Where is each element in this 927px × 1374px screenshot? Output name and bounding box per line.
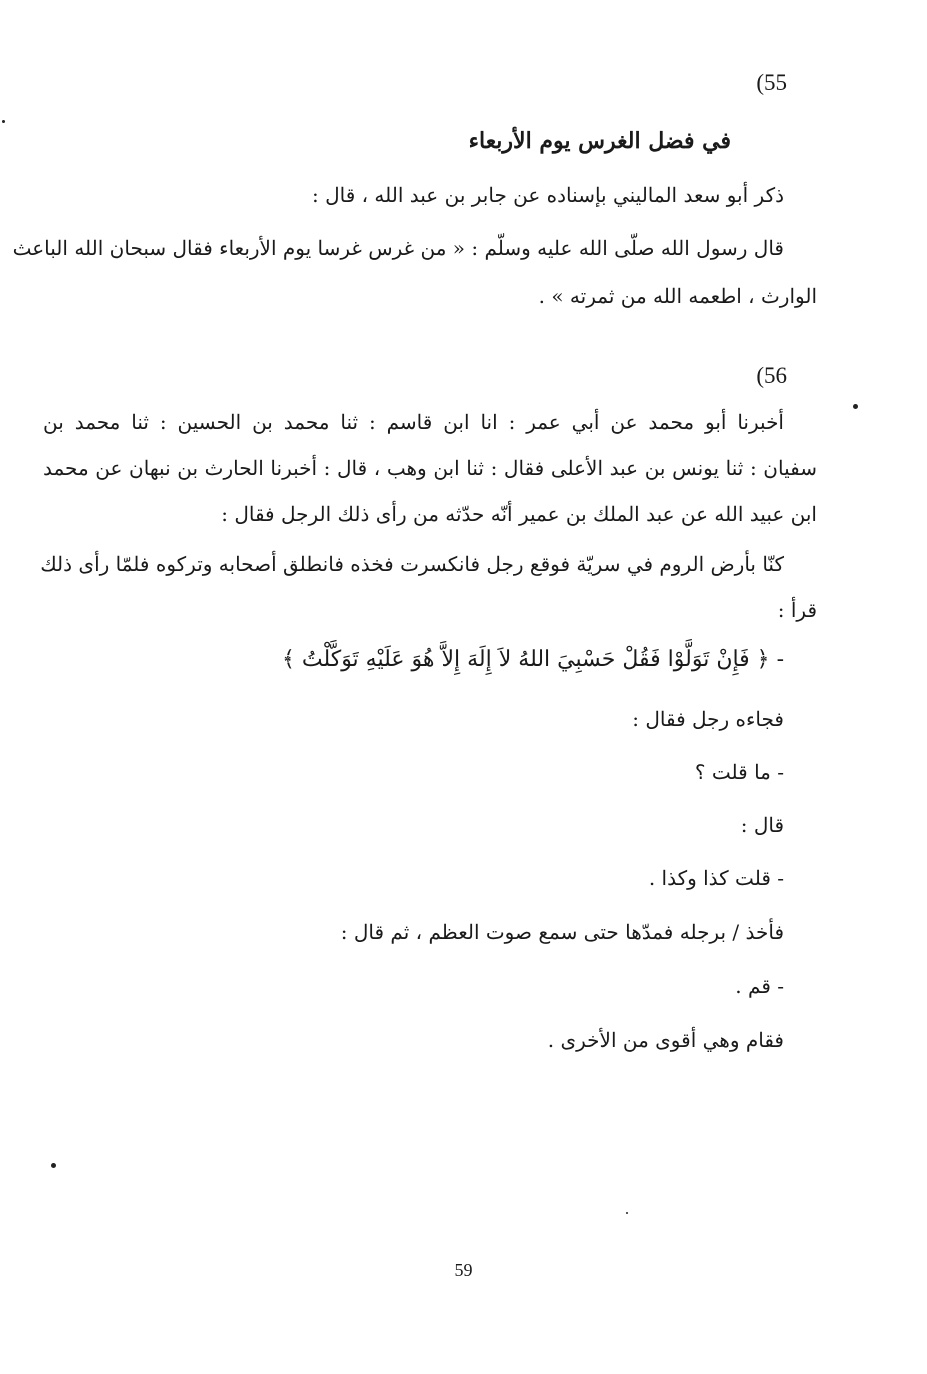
text-line: ذكر أبو سعد الماليني بإسناده عن جابر بن عبد الله ، قال :	[311, 183, 784, 207]
scan-speck	[853, 404, 858, 409]
entry-number-55: (55	[756, 70, 787, 95]
text-line: أخبرنا أبو محمد عن أبي عمر : انا ابن قاسم : ثنا محمد بن الحسين : ثنا محمد بن	[43, 410, 784, 434]
text-line: فجاءه رجل فقال :	[632, 707, 784, 731]
page-number: 59	[454, 1260, 473, 1280]
dialogue-line: - قلت كذا وكذا .	[648, 866, 784, 890]
dialogue-line: - قم .	[735, 974, 784, 998]
text-line: فقام وهي أقوى من الأخرى .	[547, 1028, 784, 1052]
quran-verse: - ﴿ فَإِنْ تَوَلَّوْا فَقُلْ حَسْبِيَ اللهُ لاَ إِلَهَ إِلاَّ هُوَ عَلَيْهِ تَوَكَّلْتُ ﴾	[281, 647, 784, 672]
dialogue-line: - ما قلت ؟	[694, 760, 784, 784]
scan-speck	[51, 1163, 56, 1168]
text-line: فأخذ / برجله فمدّها حتى سمع صوت العظم ، ثم قال :	[340, 920, 784, 944]
text-line: سفيان : ثنا يونس بن عبد الأعلى فقال : ثنا ابن وهب ، قال : أخبرنا الحارث بن نبهان عن محمد	[43, 456, 817, 480]
text-line: قال :	[740, 813, 784, 837]
scan-speck	[626, 1212, 628, 1214]
text-line: قال رسول الله صلّى الله عليه وسلّم : « من غرس غرسا يوم الأربعاء فقال سبحان الله الباعث	[12, 236, 784, 260]
entry-number-56: (56	[756, 363, 787, 388]
text-line: الوارث ، اطعمه الله من ثمرته » .	[538, 284, 817, 308]
text-line: قرأ :	[777, 598, 817, 622]
scan-speck	[2, 120, 5, 123]
entry-heading: في فضل الغرس يوم الأربعاء	[468, 128, 731, 154]
text-line: كنّا بأرض الروم في سريّة فوقع رجل فانكسرت فخذه فانطلق أصحابه وتركوه فلمّا رأى ذلك	[40, 552, 784, 576]
text-line: ابن عبيد الله عن عبد الملك بن عمير أنّه حدّثه من رأى ذلك الرجل فقال :	[221, 502, 817, 526]
